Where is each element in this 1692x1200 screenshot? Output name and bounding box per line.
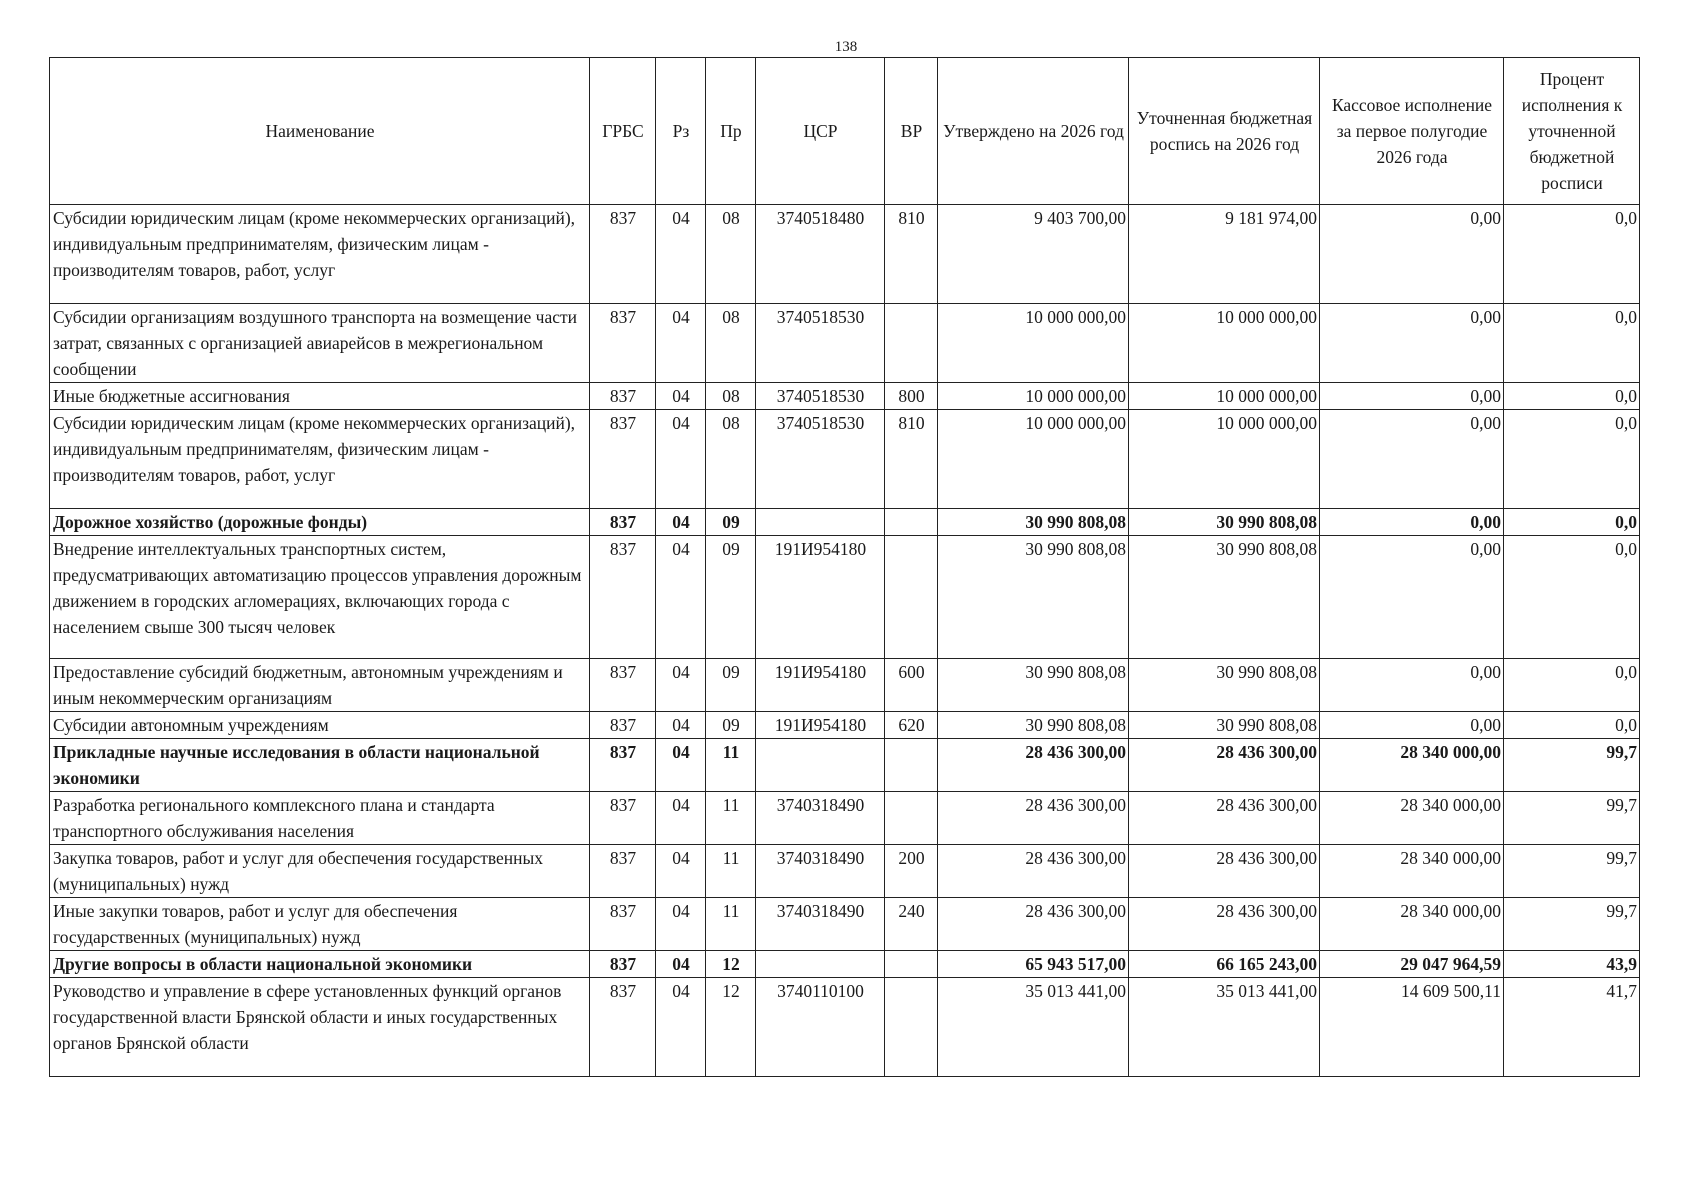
- table-header-row: [50, 58, 1640, 205]
- cell-approved: 10 000 000,00: [938, 410, 1129, 509]
- cell-grbs: 837: [590, 739, 656, 792]
- cell-refined: 10 000 000,00: [1129, 410, 1320, 509]
- cell-percent: 0,0: [1504, 509, 1640, 536]
- cell-percent: 0,0: [1504, 536, 1640, 659]
- cell-rz: 04: [656, 304, 706, 383]
- cell-refined: 28 436 300,00: [1129, 898, 1320, 951]
- cell-percent: 41,7: [1504, 978, 1640, 1077]
- cell-rz: 04: [656, 845, 706, 898]
- cell-refined: 35 013 441,00: [1129, 978, 1320, 1077]
- cell-refined: 10 000 000,00: [1129, 304, 1320, 383]
- cell-name: Внедрение интеллектуальных транспортных систем, предусматривающих автоматизацию процессов управления дорожным движением в городских агломерациях, включающих города с населением свыше 300 тысяч человек: [50, 536, 590, 659]
- cell-csr: 3740110100: [756, 978, 885, 1077]
- cell-cash: 0,00: [1320, 383, 1504, 410]
- cell-pr: 11: [706, 792, 756, 845]
- cell-csr: 191И954180: [756, 536, 885, 659]
- cell-grbs: 837: [590, 509, 656, 536]
- cell-refined: 28 436 300,00: [1129, 792, 1320, 845]
- cell-vr: 600: [885, 659, 938, 712]
- cell-cash: 14 609 500,11: [1320, 978, 1504, 1077]
- cell-vr: [885, 978, 938, 1077]
- cell-grbs: 837: [590, 536, 656, 659]
- cell-vr: [885, 304, 938, 383]
- cell-name: Дорожное хозяйство (дорожные фонды): [50, 509, 590, 536]
- cell-refined: 66 165 243,00: [1129, 951, 1320, 978]
- cell-cash: 28 340 000,00: [1320, 792, 1504, 845]
- cell-vr: [885, 536, 938, 659]
- table-row: [50, 739, 1640, 792]
- cell-rz: 04: [656, 536, 706, 659]
- cell-csr: 3740518530: [756, 410, 885, 509]
- cell-rz: 04: [656, 712, 706, 739]
- header-vr: ВР: [885, 58, 938, 205]
- header-approved: Утверждено на 2026 год: [938, 58, 1129, 205]
- cell-rz: 04: [656, 978, 706, 1077]
- table-row: [50, 845, 1640, 898]
- cell-name: Субсидии юридическим лицам (кроме некоммерческих организаций), индивидуальным предпринимателям, физическим лицам - производителям товаров, работ, услуг: [50, 205, 590, 304]
- table-row: [50, 792, 1640, 845]
- cell-approved: 65 943 517,00: [938, 951, 1129, 978]
- cell-approved: 30 990 808,08: [938, 712, 1129, 739]
- cell-pr: 09: [706, 659, 756, 712]
- cell-grbs: 837: [590, 792, 656, 845]
- header-name: Наименование: [50, 58, 590, 205]
- cell-vr: 800: [885, 383, 938, 410]
- cell-approved: 28 436 300,00: [938, 739, 1129, 792]
- cell-pr: 11: [706, 898, 756, 951]
- cell-csr: 3740318490: [756, 792, 885, 845]
- header-grbs: ГРБС: [590, 58, 656, 205]
- cell-refined: 30 990 808,08: [1129, 712, 1320, 739]
- cell-name: Предоставление субсидий бюджетным, автономным учреждениям и иным некоммерческим организациям: [50, 659, 590, 712]
- cell-cash: 0,00: [1320, 536, 1504, 659]
- header-pr: Пр: [706, 58, 756, 205]
- cell-percent: 99,7: [1504, 845, 1640, 898]
- cell-name: Иные бюджетные ассигнования: [50, 383, 590, 410]
- table-row: [50, 659, 1640, 712]
- table-row: [50, 304, 1640, 383]
- header-refined: Уточненная бюджетная роспись на 2026 год: [1129, 58, 1320, 205]
- table-row: [50, 978, 1640, 1077]
- cell-pr: 11: [706, 845, 756, 898]
- cell-name: Субсидии организациям воздушного транспорта на возмещение части затрат, связанных с организацией авиарейсов в межрегиональном сообщении: [50, 304, 590, 383]
- cell-percent: 43,9: [1504, 951, 1640, 978]
- cell-vr: [885, 509, 938, 536]
- cell-cash: 0,00: [1320, 509, 1504, 536]
- cell-name: Прикладные научные исследования в области национальной экономики: [50, 739, 590, 792]
- cell-approved: 30 990 808,08: [938, 536, 1129, 659]
- cell-name: Закупка товаров, работ и услуг для обеспечения государственных (муниципальных) нужд: [50, 845, 590, 898]
- cell-pr: 09: [706, 536, 756, 659]
- cell-cash: 0,00: [1320, 712, 1504, 739]
- cell-pr: 08: [706, 205, 756, 304]
- cell-name: Другие вопросы в области национальной экономики: [50, 951, 590, 978]
- table-row: [50, 898, 1640, 951]
- cell-rz: 04: [656, 792, 706, 845]
- cell-rz: 04: [656, 739, 706, 792]
- cell-pr: 08: [706, 304, 756, 383]
- cell-name: Иные закупки товаров, работ и услуг для обеспечения государственных (муниципальных) нужд: [50, 898, 590, 951]
- cell-vr: 240: [885, 898, 938, 951]
- cell-refined: 9 181 974,00: [1129, 205, 1320, 304]
- cell-percent: 0,0: [1504, 410, 1640, 509]
- header-percent: Процент исполнения к уточненной бюджетной росписи: [1504, 58, 1640, 205]
- cell-cash: 0,00: [1320, 205, 1504, 304]
- cell-approved: 28 436 300,00: [938, 792, 1129, 845]
- cell-rz: 04: [656, 951, 706, 978]
- cell-cash: 28 340 000,00: [1320, 739, 1504, 792]
- cell-rz: 04: [656, 205, 706, 304]
- table-row: [50, 951, 1640, 978]
- cell-refined: 30 990 808,08: [1129, 509, 1320, 536]
- cell-cash: 0,00: [1320, 304, 1504, 383]
- header-rz: Рз: [656, 58, 706, 205]
- cell-csr: 191И954180: [756, 712, 885, 739]
- cell-refined: 28 436 300,00: [1129, 845, 1320, 898]
- cell-csr: 191И954180: [756, 659, 885, 712]
- table-row: [50, 383, 1640, 410]
- cell-csr: [756, 739, 885, 792]
- cell-vr: 620: [885, 712, 938, 739]
- header-cash: Кассовое исполнение за первое полугодие 2026 года: [1320, 58, 1504, 205]
- cell-percent: 99,7: [1504, 739, 1640, 792]
- cell-name: Субсидии автономным учреждениям: [50, 712, 590, 739]
- cell-pr: 11: [706, 739, 756, 792]
- cell-grbs: 837: [590, 951, 656, 978]
- table-row: [50, 509, 1640, 536]
- cell-approved: 9 403 700,00: [938, 205, 1129, 304]
- cell-cash: 0,00: [1320, 410, 1504, 509]
- cell-vr: [885, 739, 938, 792]
- cell-percent: 0,0: [1504, 712, 1640, 739]
- cell-grbs: 837: [590, 410, 656, 509]
- cell-rz: 04: [656, 383, 706, 410]
- cell-rz: 04: [656, 410, 706, 509]
- cell-csr: [756, 509, 885, 536]
- cell-grbs: 837: [590, 978, 656, 1077]
- cell-approved: 30 990 808,08: [938, 509, 1129, 536]
- cell-pr: 12: [706, 978, 756, 1077]
- cell-grbs: 837: [590, 659, 656, 712]
- cell-name: Разработка регионального комплексного плана и стандарта транспортного обслуживания населения: [50, 792, 590, 845]
- cell-rz: 04: [656, 509, 706, 536]
- cell-pr: 08: [706, 410, 756, 509]
- cell-cash: 0,00: [1320, 659, 1504, 712]
- cell-pr: 09: [706, 509, 756, 536]
- cell-refined: 30 990 808,08: [1129, 536, 1320, 659]
- cell-approved: 10 000 000,00: [938, 383, 1129, 410]
- page-number: 138: [834, 39, 858, 55]
- table-row: [50, 410, 1640, 509]
- cell-approved: 28 436 300,00: [938, 845, 1129, 898]
- cell-grbs: 837: [590, 898, 656, 951]
- cell-name: Субсидии юридическим лицам (кроме некоммерческих организаций), индивидуальным предпринимателям, физическим лицам - производителям товаров, работ, услуг: [50, 410, 590, 509]
- cell-vr: [885, 792, 938, 845]
- cell-csr: 3740518530: [756, 304, 885, 383]
- cell-pr: 12: [706, 951, 756, 978]
- cell-approved: 30 990 808,08: [938, 659, 1129, 712]
- cell-cash: 28 340 000,00: [1320, 898, 1504, 951]
- cell-refined: 28 436 300,00: [1129, 739, 1320, 792]
- cell-cash: 29 047 964,59: [1320, 951, 1504, 978]
- table-row: [50, 712, 1640, 739]
- cell-vr: 810: [885, 410, 938, 509]
- cell-rz: 04: [656, 659, 706, 712]
- cell-percent: 0,0: [1504, 659, 1640, 712]
- cell-grbs: 837: [590, 383, 656, 410]
- cell-pr: 09: [706, 712, 756, 739]
- cell-csr: 3740518480: [756, 205, 885, 304]
- cell-rz: 04: [656, 898, 706, 951]
- cell-vr: 200: [885, 845, 938, 898]
- cell-percent: 99,7: [1504, 792, 1640, 845]
- cell-percent: 0,0: [1504, 383, 1640, 410]
- table-body: [50, 205, 1640, 1077]
- cell-grbs: 837: [590, 845, 656, 898]
- cell-pr: 08: [706, 383, 756, 410]
- cell-percent: 0,0: [1504, 205, 1640, 304]
- cell-approved: 35 013 441,00: [938, 978, 1129, 1077]
- table-row: [50, 536, 1640, 659]
- cell-csr: 3740518530: [756, 383, 885, 410]
- cell-grbs: 837: [590, 304, 656, 383]
- cell-csr: 3740318490: [756, 845, 885, 898]
- cell-approved: 10 000 000,00: [938, 304, 1129, 383]
- cell-percent: 99,7: [1504, 898, 1640, 951]
- cell-grbs: 837: [590, 712, 656, 739]
- cell-csr: 3740318490: [756, 898, 885, 951]
- cell-csr: [756, 951, 885, 978]
- cell-name: Руководство и управление в сфере установленных функций органов государственной власти Брянской области и иных государственных органов Брянской области: [50, 978, 590, 1077]
- cell-grbs: 837: [590, 205, 656, 304]
- cell-refined: 10 000 000,00: [1129, 383, 1320, 410]
- cell-vr: 810: [885, 205, 938, 304]
- cell-vr: [885, 951, 938, 978]
- cell-approved: 28 436 300,00: [938, 898, 1129, 951]
- cell-cash: 28 340 000,00: [1320, 845, 1504, 898]
- cell-refined: 30 990 808,08: [1129, 659, 1320, 712]
- budget-execution-table: [49, 57, 1640, 1077]
- cell-percent: 0,0: [1504, 304, 1640, 383]
- table-row: [50, 205, 1640, 304]
- header-csr: ЦСР: [756, 58, 885, 205]
